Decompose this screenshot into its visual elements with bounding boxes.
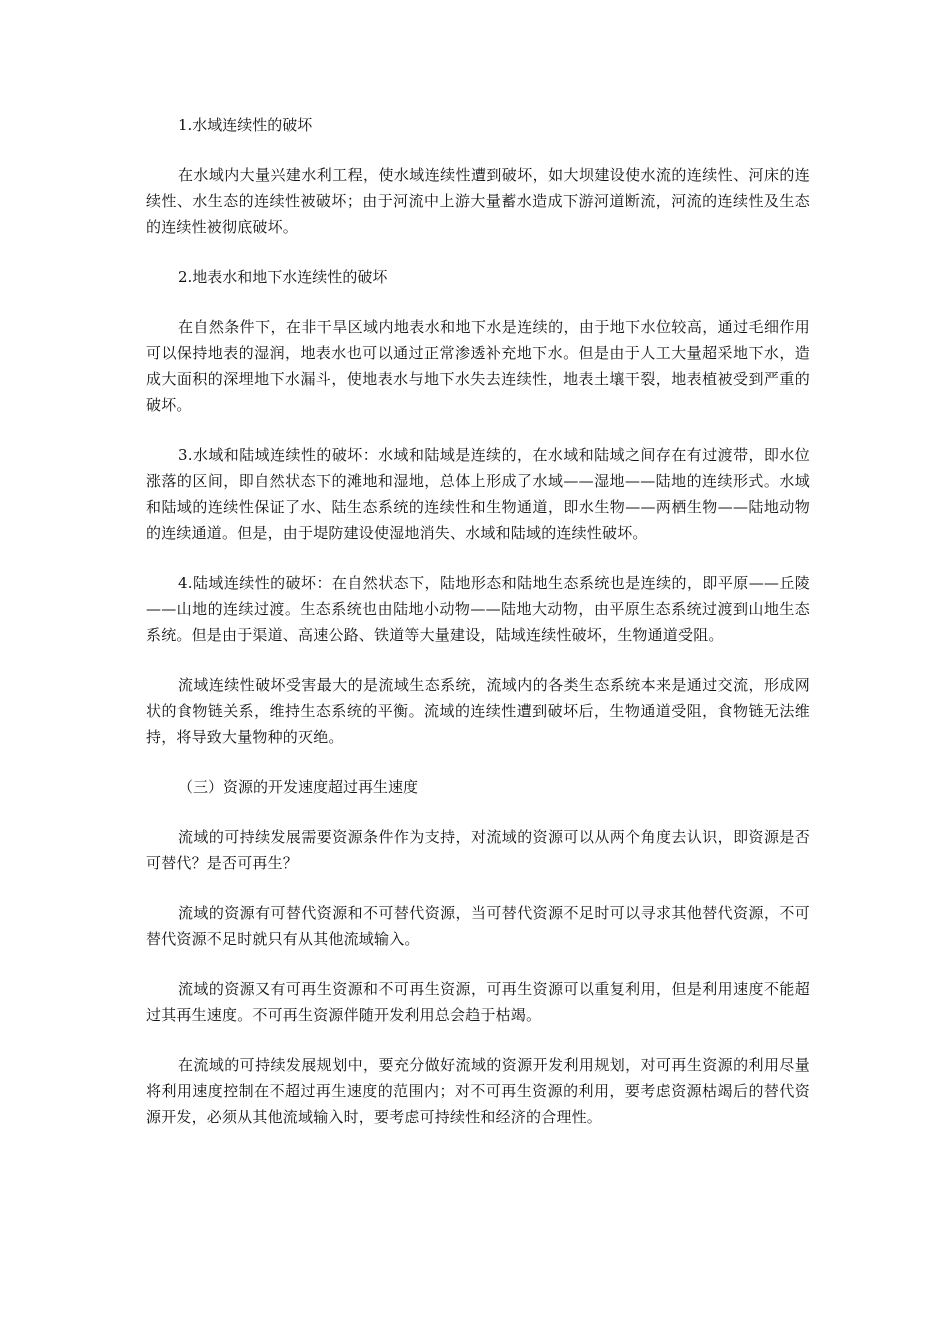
paragraph-water-land-continuity: 3.水域和陆域连续性的破坏：水域和陆域是连续的，在水域和陆域之间存在有过渡带，即水位涨落的区间，即自然状态下的滩地和湿地，总体上形成了水域——湿地——陆地的连续形式。水域和陆域的连续性保证了水、陆生态系统的连续性和生物通道，即水生物——两栖生物——陆地动物的连续通道。但是，由于堤防建设使湿地消失、水域和陆域的连续性破坏。: [146, 446, 810, 542]
section-heading-resource-speed: （三）资源的开发速度超过再生速度: [178, 778, 419, 796]
section-heading-surface-groundwater: 2.地表水和地下水连续性的破坏: [178, 268, 388, 286]
paragraph-replaceable-resources: 流域的资源有可替代资源和不可替代资源，当可替代资源不足时可以寻求其他替代资源，不可替代资源不足时就只有从其他流域输入。: [146, 904, 810, 948]
paragraph-ecosystem-impact: 流域连续性破坏受害最大的是流域生态系统，流域内的各类生态系统本来是通过交流，形成网状的食物链关系，维持生态系统的平衡。流域的连续性遭到破坏后，生物通道受阻，食物链无法维持，将导致大量物种的灭绝。: [146, 676, 810, 746]
paragraph-water-continuity: 在水域内大量兴建水利工程，使水域连续性遭到破坏，如大坝建设使水流的连续性、河床的连续性、水生态的连续性被破坏；由于河流中上游大量蓄水造成下游河道断流，河流的连续性及生态的连续性被彻底破坏。: [146, 166, 810, 236]
paragraph-renewable-resources: 流域的资源又有可再生资源和不可再生资源，可再生资源可以重复利用，但是利用速度不能超过其再生速度。不可再生资源伴随开发利用总会趋于枯竭。: [146, 980, 810, 1024]
section-heading-water-continuity: 1.水域连续性的破坏: [178, 116, 313, 134]
paragraph-land-continuity: 4.陆域连续性的破坏：在自然状态下，陆地形态和陆地生态系统也是连续的，即平原——丘陵——山地的连续过渡。生态系统也由陆地小动物——陆地大动物，由平原生态系统过渡到山地生态系统。但是由于渠道、高速公路、铁道等大量建设，陆域连续性破坏，生物通道受阻。: [146, 574, 810, 644]
paragraph-surface-groundwater: 在自然条件下，在非干旱区域内地表水和地下水是连续的，由于地下水位较高，通过毛细作用可以保持地表的湿润，地表水也可以通过正常渗透补充地下水。但是由于人工大量超采地下水，造成大面积的深埋地下水漏斗，使地表水与地下水失去连续性，地表土壤干裂，地表植被受到严重的破坏。: [146, 318, 810, 414]
document-body: [146, 112, 810, 1154]
paragraph-planning: 在流域的可持续发展规划中，要充分做好流域的资源开发利用规划，对可再生资源的利用尽量将利用速度控制在不超过再生速度的范围内；对不可再生资源的利用，要考虑资源枯竭后的替代资源开发，必须从其他流域输入时，要考虑可持续性和经济的合理性。: [146, 1056, 810, 1126]
paragraph-resource-conditions: 流域的可持续发展需要资源条件作为支持，对流域的资源可以从两个角度去认识，即资源是否可替代？是否可再生？: [146, 828, 810, 872]
